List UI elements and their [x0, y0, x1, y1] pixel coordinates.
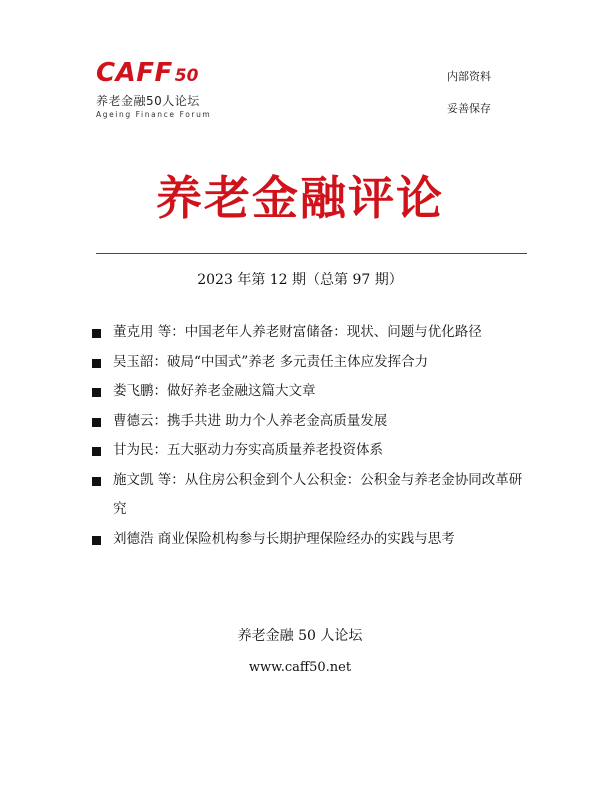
- journal-title: 养老金融评论: [156, 171, 444, 225]
- toc-item-text: 刘德浩 商业保险机构参与长期护理保险经办的实践与思考: [113, 530, 455, 547]
- keep-safe-note: 妥善保存: [447, 102, 491, 115]
- square-bullet-icon: [92, 536, 101, 545]
- square-bullet-icon: [92, 477, 101, 486]
- forum-name: 养老金融 50 人论坛: [237, 628, 363, 644]
- issue-number: 2023 年第 12 期（总第 97 期）: [197, 272, 403, 288]
- website-url: www.caff50.net: [248, 660, 352, 675]
- logo-mark: [96, 58, 226, 88]
- toc-item: [92, 436, 532, 466]
- toc-item-text: 董克用 等：中国老年人养老财富储备：现状、问题与优化路径: [113, 324, 482, 340]
- toc-item-text: 娄飞鹏：做好养老金融这篇大文章: [113, 383, 316, 399]
- toc-item: [92, 348, 532, 378]
- toc-item: [92, 407, 532, 437]
- toc-item: [92, 525, 532, 555]
- square-bullet-icon: [92, 359, 101, 368]
- table-of-contents: [92, 318, 532, 554]
- square-bullet-icon: [92, 388, 101, 397]
- title-divider: [96, 253, 527, 254]
- square-bullet-icon: [92, 329, 101, 338]
- toc-item-text: 曹德云：携手共进 助力个人养老金高质量发展: [113, 412, 388, 429]
- toc-item: [92, 318, 532, 348]
- logo-number: 50: [174, 66, 199, 86]
- toc-item: [92, 466, 532, 525]
- toc-item-text: 甘为民：五大驱动力夯实高质量养老投资体系: [113, 442, 383, 458]
- toc-item: [92, 377, 532, 407]
- toc-item-text: 吴玉韶：破局“中国式”养老 多元责任主体应发挥合力: [113, 353, 429, 370]
- logo-brand: CAFF: [96, 58, 173, 88]
- square-bullet-icon: [92, 418, 101, 427]
- internal-material-note: 内部资料: [447, 70, 491, 83]
- square-bullet-icon: [92, 447, 101, 456]
- toc-item-text: 施文凯 等：从住房公积金到个人公积金：公积金与养老金协同改革研究: [113, 471, 523, 517]
- caff50-logo: [96, 58, 226, 119]
- logo-english-name: Ageing Finance Forum: [96, 110, 212, 119]
- logo-chinese-name: 养老金融50人论坛: [96, 94, 200, 108]
